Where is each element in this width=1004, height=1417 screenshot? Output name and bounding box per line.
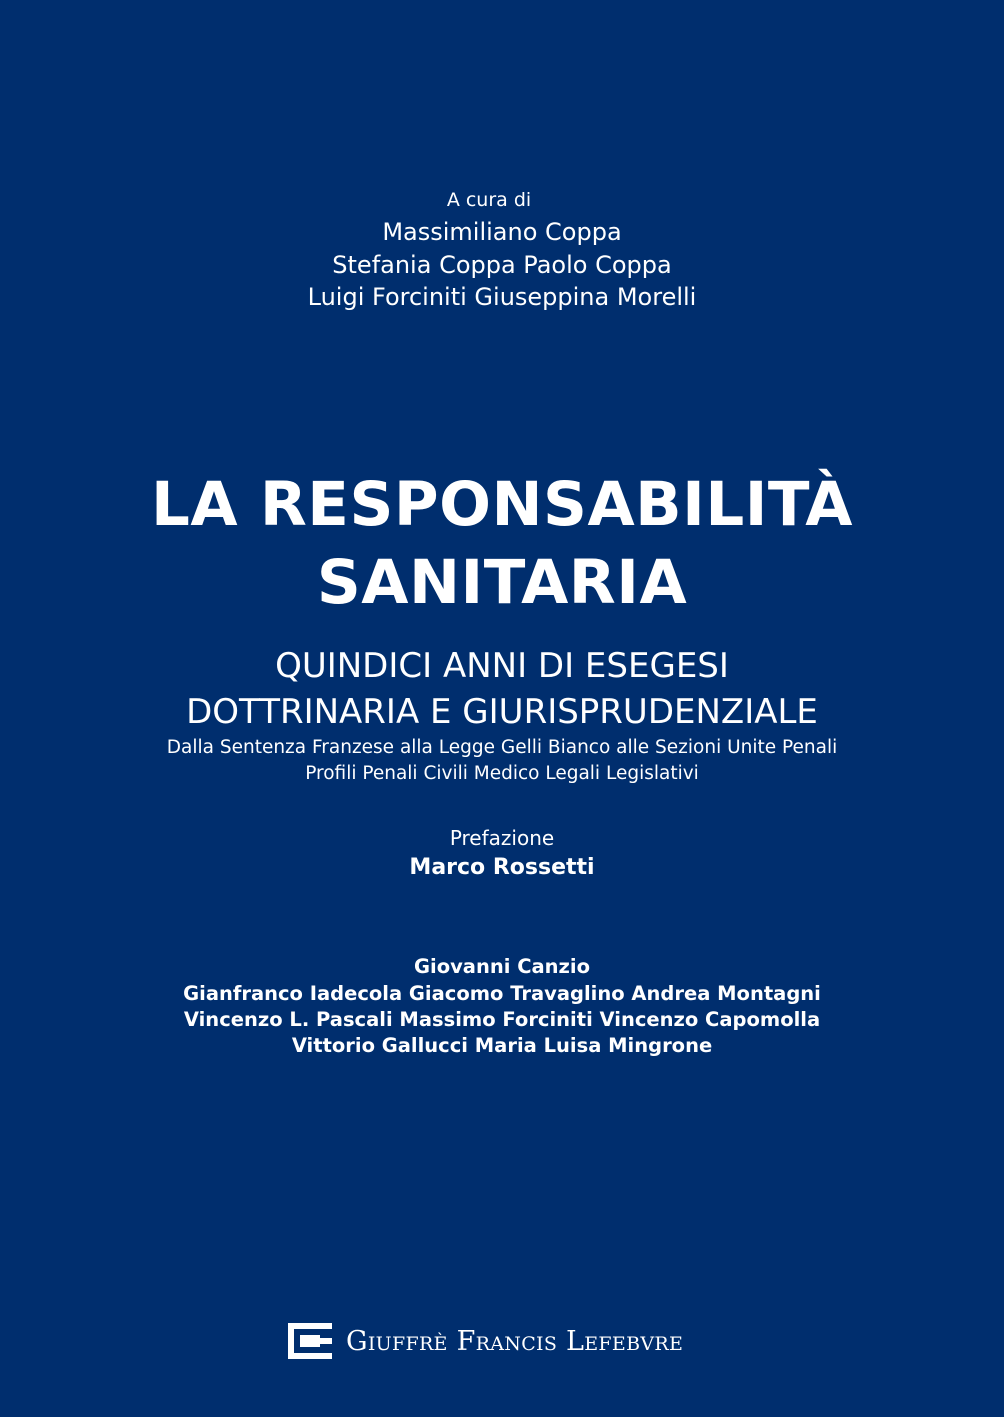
editor-line: Stefania Coppa Paolo Coppa [332, 251, 672, 279]
book-title-line: LA RESPONSABILITÀ [151, 469, 853, 540]
contributors-line: Vittorio Gallucci Maria Luisa Mingrone [291, 1034, 713, 1057]
book-subtitle-line: QUINDICI ANNI DI ESEGESI [275, 646, 729, 686]
description-line: Profili Penali Civili Medico Legali Legislativi [305, 763, 699, 784]
contributors-line: Gianfranco Iadecola Giacomo Travaglino Andrea Montagni [183, 982, 821, 1005]
publisher-mark [288, 1322, 683, 1360]
curated-by-label: A cura di [446, 189, 532, 211]
preface-author: Marco Rossetti [409, 855, 595, 880]
book-subtitle-line: DOTTRINARIA E GIURISPRUDENZIALE [186, 692, 818, 732]
publisher-logo-icon [288, 1323, 332, 1359]
editor-line: Massimiliano Coppa [382, 218, 622, 246]
publisher-name: Giuffrè Francis Lefebvre [346, 1325, 684, 1357]
editor-line: Luigi Forciniti Giuseppina Morelli [307, 283, 697, 311]
contributors-line: Vincenzo L. Pascali Massimo Forciniti Vincenzo Capomolla [183, 1008, 821, 1031]
description-line: Dalla Sentenza Franzese alla Legge Gelli Bianco alle Sezioni Unite Penali [166, 737, 838, 758]
preface-label: Prefazione [449, 826, 555, 850]
book-title-line: SANITARIA [316, 547, 688, 618]
contributors-line: Giovanni Canzio [414, 955, 590, 978]
